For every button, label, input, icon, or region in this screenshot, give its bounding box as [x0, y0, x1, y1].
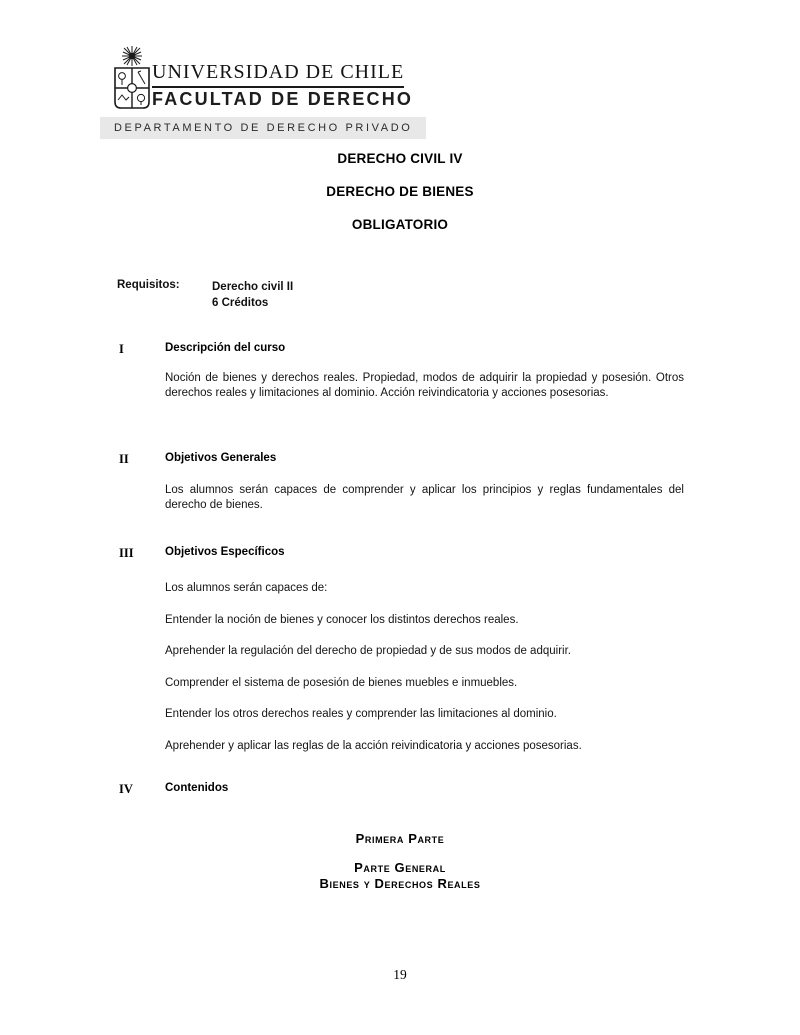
- objectives-list: [165, 581, 725, 770]
- objective-item: Los alumnos serán capaces de:: [165, 582, 328, 594]
- university-name: UNIVERSIDAD DE CHILE: [152, 61, 404, 88]
- objective-item: Aprehender y aplicar las reglas de la acción reivindicatoria y acciones posesorias.: [165, 739, 582, 752]
- section-numeral: III: [119, 546, 134, 560]
- department-banner: DEPARTAMENTO DE DERECHO PRIVADO: [100, 117, 426, 139]
- part-title: Primera Parte: [355, 831, 445, 846]
- section-heading-objetivos-generales: Objetivos Generales: [165, 452, 277, 464]
- course-title: DERECHO CIVIL IV: [337, 151, 463, 166]
- page-number: 19: [393, 967, 407, 982]
- part-subtitle-general: Parte General: [354, 860, 446, 875]
- section-heading-descripcion: Descripción del curso: [165, 342, 286, 354]
- section-heading-objetivos-especificos: Objetivos Específicos: [165, 546, 285, 558]
- university-crest-icon: [110, 44, 154, 116]
- course-subtitle: DERECHO DE BIENES: [326, 184, 474, 199]
- section-numeral: IV: [119, 782, 133, 796]
- objective-item: Entender la noción de bienes y conocer los distintos derechos reales.: [165, 613, 519, 626]
- requisites-values: [212, 279, 293, 311]
- section-numeral: I: [119, 342, 124, 356]
- section-paragraph: Los alumnos serán capaces de comprender y aplicar los principios y reglas fundamentales del derecho de bienes.: [165, 484, 684, 511]
- objective-item: Entender los otros derechos reales y comprender las limitaciones al dominio.: [165, 708, 557, 720]
- section-paragraph: Noción de bienes y derechos reales. Propiedad, modos de adquirir la propiedad y posesión. Otros derechos reales y limitaciones al dominio. Acción reivindicatoria y acciones posesorias.: [165, 372, 684, 399]
- objective-item: Comprender el sistema de posesión de bienes muebles e inmuebles.: [165, 676, 518, 689]
- faculty-name: FACULTAD DE DERECHO: [152, 89, 414, 109]
- part-subtitle-bienes: Bienes y Derechos Reales: [319, 876, 481, 891]
- section-numeral: II: [119, 452, 129, 466]
- requisite-course: Derecho civil II: [212, 281, 294, 293]
- section-heading-contenidos: Contenidos: [165, 782, 229, 794]
- course-type: OBLIGATORIO: [351, 217, 449, 232]
- requisite-credits: 6 Créditos: [212, 297, 269, 309]
- objective-item: Aprehender la regulación del derecho de propiedad y de sus modos de adquirir.: [165, 645, 571, 657]
- requisites-label: Requisitos:: [117, 279, 180, 291]
